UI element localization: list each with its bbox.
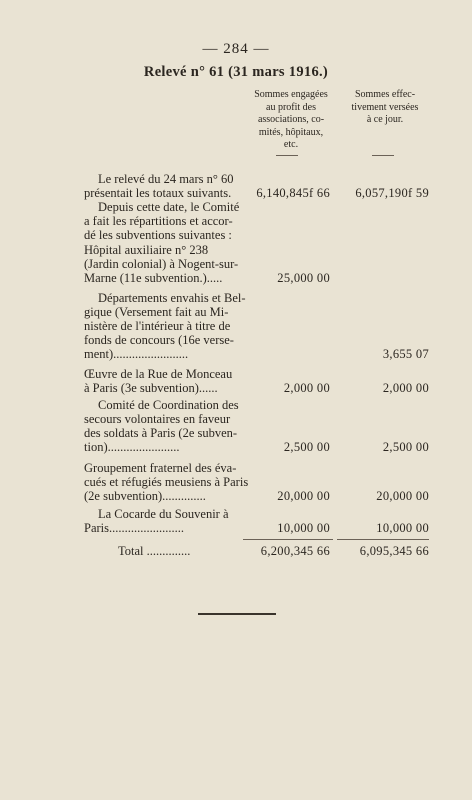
column-header-line: à ce jour. bbox=[366, 114, 404, 125]
entry-line: tion)....................... bbox=[84, 440, 180, 454]
entry-line: a fait les répartitions et accor- bbox=[84, 214, 233, 228]
entry-line: (Jardin colonial) à Nogent-sur- bbox=[84, 257, 239, 271]
column-header-line: associations, co- bbox=[257, 114, 325, 125]
column-header-line: tivement versées bbox=[351, 101, 419, 113]
amount-paid: 6,057,190f 59 bbox=[355, 186, 429, 200]
entry-line: dé les subventions suivantes : bbox=[84, 228, 232, 242]
column-divider-rule bbox=[276, 155, 298, 156]
amount-paid: 2,500 00 bbox=[382, 440, 429, 454]
entry-line: nistère de l'intérieur à titre de bbox=[84, 319, 231, 333]
entry-text bbox=[84, 172, 244, 200]
amount-engaged: 25,000 00 bbox=[277, 271, 330, 285]
entry-text bbox=[84, 291, 244, 361]
entry-line: Départements envahis et Bel- bbox=[98, 291, 246, 305]
entry-text bbox=[84, 200, 244, 242]
entry-line: présentait les totaux suivants. bbox=[84, 186, 232, 200]
amount-paid: 3,655 07 bbox=[382, 347, 429, 361]
entry-line: La Cocarde du Souvenir à bbox=[98, 507, 229, 521]
end-rule bbox=[198, 613, 276, 615]
amount-engaged: 20,000 00 bbox=[277, 489, 330, 503]
total-label: Total .............. bbox=[118, 544, 191, 558]
entry-text bbox=[84, 367, 244, 395]
amount-paid: 20,000 00 bbox=[376, 489, 429, 503]
entry-line: Le relevé du 24 mars n° 60 bbox=[98, 172, 234, 186]
page-title: Relevé n° 61 (31 mars 1916.) bbox=[143, 64, 329, 80]
entry-text bbox=[84, 461, 249, 503]
entry-text bbox=[84, 243, 244, 285]
total-paid: 6,095,345 66 bbox=[359, 544, 429, 558]
sum-rule bbox=[337, 539, 429, 540]
entry-line: fonds de concours (16e verse- bbox=[84, 333, 234, 347]
amount-engaged: 6,140,845f 66 bbox=[256, 186, 330, 200]
entry-line: Hôpital auxiliaire n° 238 bbox=[84, 243, 209, 257]
entry-line: ment)........................ bbox=[84, 347, 189, 361]
entry-line: (2e subvention).............. bbox=[84, 489, 206, 503]
column-header-line: au profit des bbox=[266, 101, 316, 113]
entry-line: Comité de Coordination des bbox=[98, 398, 239, 412]
entry-line: Œuvre de la Rue de Monceau bbox=[84, 367, 233, 381]
amount-paid: 2,000 00 bbox=[382, 381, 429, 395]
entry-line: Groupement fraternel des éva- bbox=[84, 461, 237, 475]
entry-line: gique (Versement fait au Mi- bbox=[84, 305, 229, 319]
column-header-engaged bbox=[236, 89, 346, 152]
amount-paid: 10,000 00 bbox=[376, 521, 429, 535]
column-header-line: Sommes effec- bbox=[354, 89, 416, 100]
total-engaged: 6,200,345 66 bbox=[260, 544, 330, 558]
entry-line: des soldats à Paris (2e subven- bbox=[84, 426, 238, 440]
column-header-line: etc. bbox=[283, 139, 299, 150]
column-header-line: Sommes engagées bbox=[254, 89, 328, 100]
entry-line: cués et réfugiés meusiens à Paris bbox=[84, 475, 249, 489]
entry-line: secours volontaires en faveur bbox=[84, 412, 231, 426]
column-header-paid bbox=[340, 89, 430, 127]
page-number: — 284 — bbox=[202, 41, 270, 57]
entry-line: Marne (11e subvention.)..... bbox=[84, 271, 223, 285]
amount-engaged: 2,500 00 bbox=[283, 440, 330, 454]
column-divider-rule bbox=[372, 155, 394, 156]
entry-text bbox=[84, 507, 244, 535]
amount-engaged: 2,000 00 bbox=[283, 381, 330, 395]
entry-line: à Paris (3e subvention)...... bbox=[84, 381, 218, 395]
sum-rule bbox=[243, 539, 333, 540]
entry-text bbox=[84, 398, 244, 454]
column-header-line: mités, hôpitaux, bbox=[258, 126, 324, 138]
amount-engaged: 10,000 00 bbox=[277, 521, 330, 535]
entry-line: Paris........................ bbox=[84, 521, 184, 535]
entry-line: Depuis cette date, le Comité bbox=[98, 200, 240, 214]
